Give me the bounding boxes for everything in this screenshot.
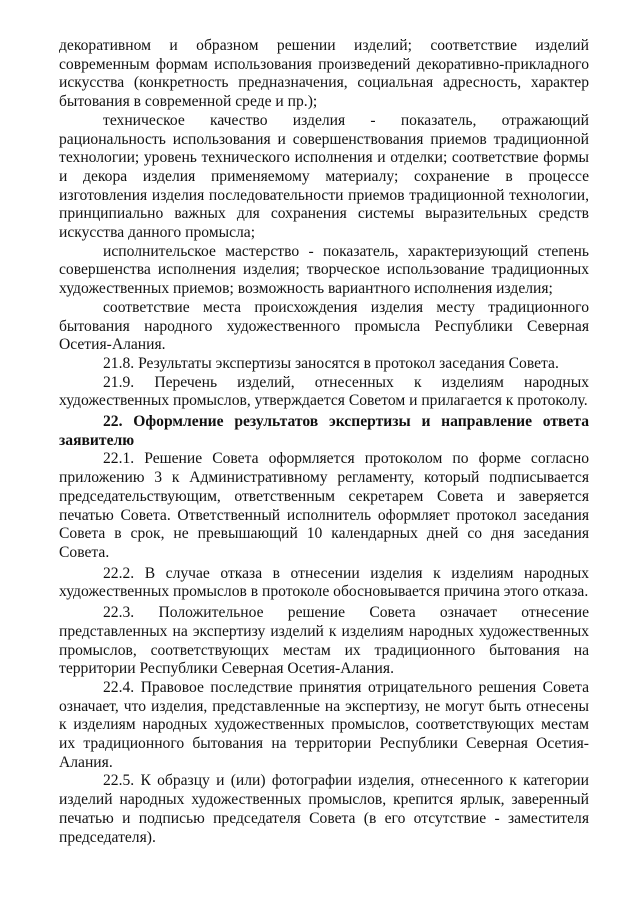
paragraph-21-9: 21.9. Перечень изделий, отнесенных к изделиям народных художественных промыслов, утверждается Советом и прилагается к протоколу. xyxy=(59,373,589,410)
paragraph-22-3: 22.3. Положительное решение Совета означает отнесение представленных на экспертизу изделий к изделиям народных художественных промыслов, соответствующих местам их традиционного бытования на территории Республики Северная Осетия-Алания. xyxy=(59,604,589,678)
paragraph-place-of-origin: соответствие места происхождения изделия месту традиционного бытования народного художественного промысла Республики Северная Осетия-Алания. xyxy=(59,298,589,354)
paragraph-22-2: 22.2. В случае отказа в отнесении изделия к изделиям народных художественных промыслов в протоколе обосновывается причина этого отказа. xyxy=(59,564,589,601)
paragraph-criteria-continuation: декоративном и образном решении изделий; соответствие изделий современным формам использования произведений декоративно-прикладного искусства (конкретность предназначения, социальная адресность, характер бытования в современной среде и пр.); xyxy=(59,37,589,111)
paragraph-22-5: 22.5. К образцу и (или) фотографии изделия, отнесенного к категории изделий народных художественных промыслов, крепится ярлык, заверенный печатью и подписью председателя Совета (в его отсутствие - заместителя председателя). xyxy=(59,772,589,846)
section-heading-22: 22. Оформление результатов экспертизы и направление ответа заявителю xyxy=(59,413,589,449)
paragraph-22-4: 22.4. Правовое последствие принятия отрицательного решения Совета означает, что изделия, представленные на экспертизу, не могут быть отнесены к изделиям народных художественных промыслов, соответствующих местам их традиционного бытования на территории Республики Северная Осетия-Алания. xyxy=(59,678,589,771)
paragraph-22-1: 22.1. Решение Совета оформляется протоколом по форме согласно приложению 3 к Административному регламенту, который подписывается председательствующим, ответственным секретарем Совета и заверяется печатью Совета. Ответственный исполнитель оформляет протокол заседания Совета в срок, не превышающий 10 календарных дней со дня заседания Совета. xyxy=(59,450,589,561)
document-page xyxy=(59,37,589,847)
paragraph-21-8: 21.8. Результаты экспертизы заносятся в протокол заседания Совета. xyxy=(103,354,559,372)
paragraph-performing-skill: исполнительское мастерство - показатель, характеризующий степень совершенства исполнения изделия; творческое использование традиционных художественных приемов; возможность вариантного исполнения изделия; xyxy=(59,242,589,298)
paragraph-technical-quality: техническое качество изделия - показатель, отражающий рациональность использования и совершенствования приемов традиционной технологии; уровень технического исполнения и отделки; соответствие формы и декора изделия применяемому материалу; сохранение в процессе изготовления изделия последовательности приемов традиционной технологии, принципиально важных для сохранения системы выразительных средств искусства данного промысла; xyxy=(59,111,589,242)
